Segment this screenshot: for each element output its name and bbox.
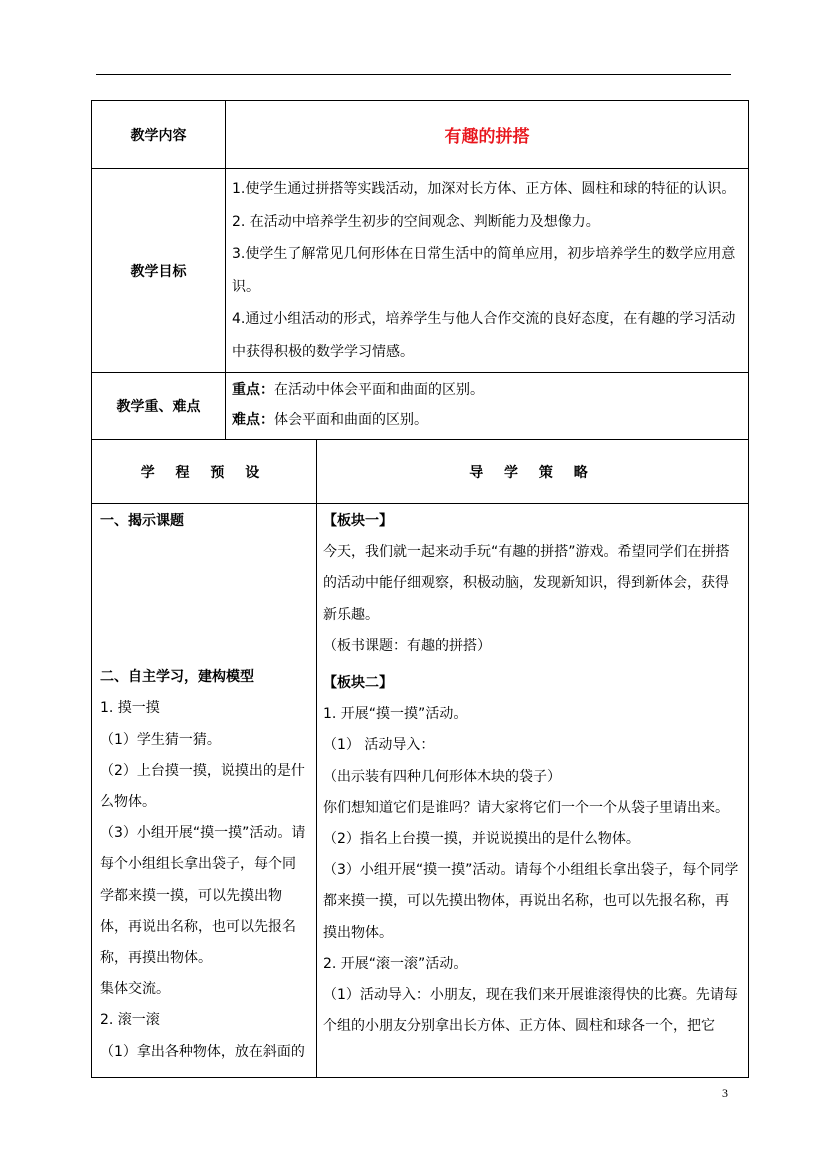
lesson-plan-table: [91, 100, 749, 1078]
spacer: [100, 537, 308, 662]
left-line: （1）拿出各种物体，放在斜面的: [100, 1043, 305, 1060]
goal-item: 1.使学生通过拼搭等实践活动，加深对长方体、正方体、圆柱和球的特征的认识。: [232, 181, 736, 197]
goals-row: [92, 169, 749, 373]
left-line: （1）学生猜一猜。: [100, 731, 221, 748]
key-cell: [226, 373, 749, 440]
goals-label: 教学目标: [92, 169, 226, 373]
page-number: 3: [722, 1086, 728, 1100]
block-title-2: 【板块二】: [323, 675, 393, 692]
difficulty-text: 体会平面和曲面的区别。: [274, 412, 428, 428]
key-label: 教学重、难点: [92, 373, 226, 440]
key-point-text: 在活动中体会平面和曲面的区别。: [274, 382, 484, 398]
key-row: [92, 373, 749, 440]
left-line: （2）上台摸一摸，说摸出的是什么物体。: [100, 762, 305, 811]
key-point-label: 重点：: [232, 382, 274, 398]
content-label: 教学内容: [92, 101, 226, 169]
left-column-header: 学 程 预 设: [92, 440, 317, 504]
left-line: （3）小组开展“摸一摸”活动。请每个小组组长拿出袋子，每个同学都来摸一摸，可以先摸出物体，再说出名称，也可以先报名称，再摸出物体。: [100, 825, 306, 967]
right-line: （出示装有四种几何形体木块的袋子）: [323, 768, 561, 785]
lesson-title: 有趣的拼搭: [226, 101, 749, 169]
right-line: （2）指名上台摸一摸，并说说摸出的是什么物体。: [323, 831, 640, 848]
goals-cell: [226, 169, 749, 373]
right-line: （3）小组开展“摸一摸”活动。请每个小组组长拿出袋子，每个同学都来摸一摸，可以先摸出物体，再说出名称，也可以先报名称，再摸出物体。: [323, 862, 739, 941]
right-line: 你们想知道它们是谁吗？请大家将它们一个一个从袋子里请出来。: [323, 799, 729, 816]
goal-item: 2. 在活动中培养学生初步的空间观念、判断能力及想像力。: [232, 213, 600, 230]
goal-item: 3.使学生了解常见几何形体在日常生活中的简单应用，初步培养学生的数学应用意识。: [232, 246, 736, 295]
block-title-1: 【板块一】: [323, 513, 393, 529]
body-row: [92, 504, 749, 1078]
left-column: [92, 504, 317, 1078]
right-line: （1） 活动导入：: [323, 737, 435, 754]
left-line: 2. 滚一滚: [100, 1012, 160, 1029]
header-rule: [96, 74, 731, 75]
right-column-header: 导 学 策 略: [317, 440, 749, 504]
right-line: 1. 开展“摸一摸”活动。: [323, 706, 468, 723]
difficulty: [232, 405, 742, 435]
section-title-1: 一、揭示课题: [100, 513, 184, 529]
right-line: （板书课题：有趣的拼搭）: [323, 637, 491, 654]
left-line: 1. 摸一摸: [100, 700, 160, 717]
right-line: 2. 开展“滚一滚”活动。: [323, 955, 468, 972]
key-point: [232, 375, 742, 405]
left-line: 集体交流。: [100, 981, 170, 998]
right-line: （1）活动导入：小朋友，现在我们来开展谁滚得快的比赛。先请每个组的小朋友分别拿出长方体、正方体、圆柱和球各一个，把它: [323, 987, 738, 1035]
right-column: [317, 504, 749, 1078]
content-row: [92, 101, 749, 169]
section-title-2: 二、自主学习，建构模型: [100, 669, 254, 686]
right-line: 今天，我们就一起来动手玩“有趣的拼搭”游戏。希望同学们在拼搭的活动中能仔细观察，积极动脑，发现新知识，得到新体会，获得新乐趣。: [323, 544, 730, 623]
difficulty-label: 难点：: [232, 412, 274, 428]
goal-item: 4.通过小组活动的形式，培养学生与他人合作交流的良好态度，在有趣的学习活动中获得积极的数学学习情感。: [232, 311, 736, 360]
column-header-row: [92, 440, 749, 504]
